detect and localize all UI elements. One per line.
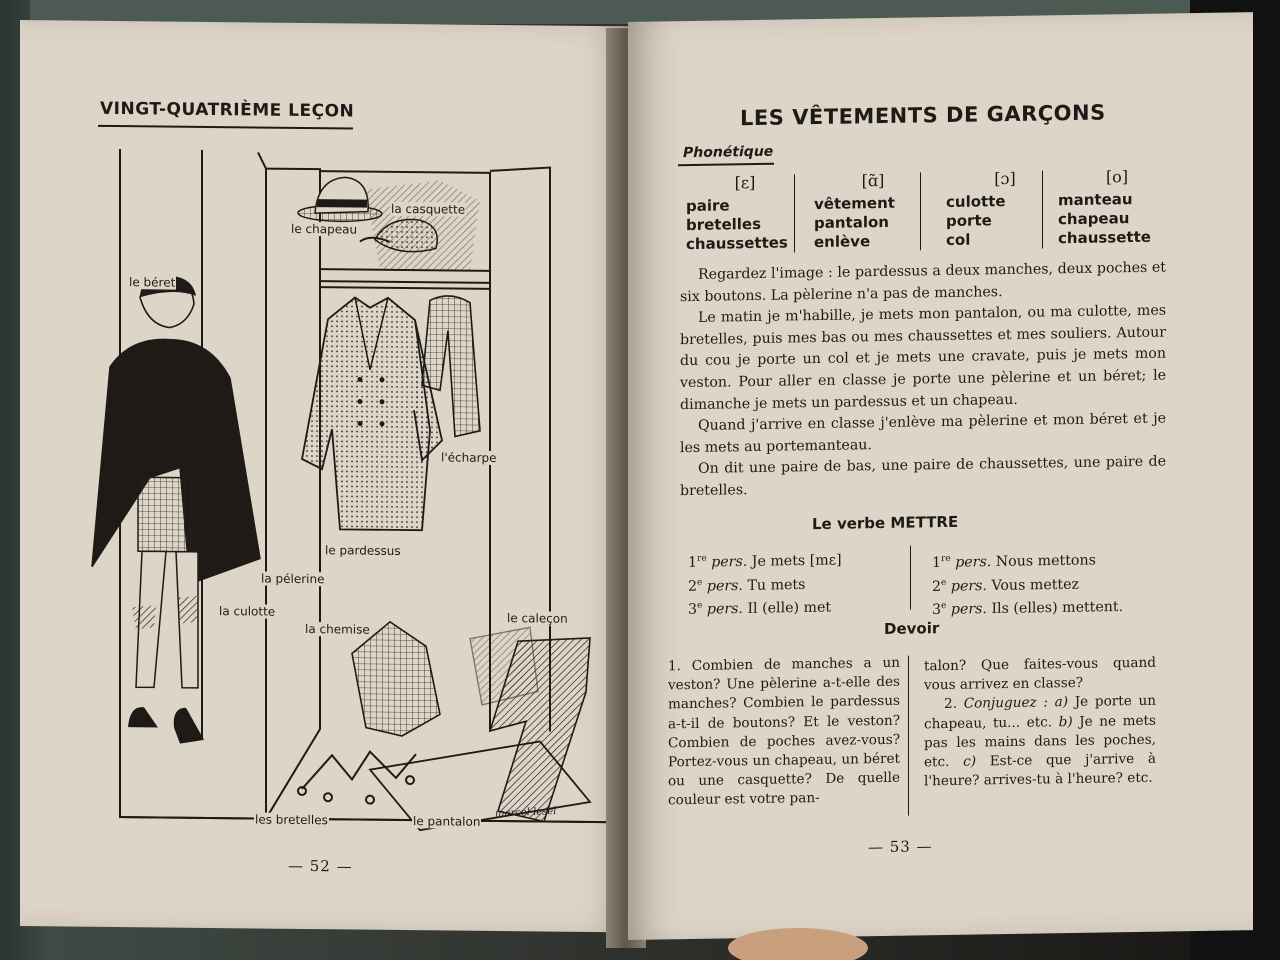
phonetic-word: bretelles	[686, 214, 762, 235]
phonetic-symbol: [ɑ̃]	[861, 170, 885, 191]
label-calecon: le caleçon	[507, 611, 568, 626]
devoir-heading: Devoir	[884, 619, 940, 638]
phonetic-word: culotte	[946, 192, 1006, 212]
page-title: LES VÊTEMENTS DE GARÇONS	[740, 100, 1106, 131]
label-chemise: la chemise	[305, 621, 370, 637]
bretelles-drawing	[298, 751, 416, 804]
devoir-column-right: talon? Que faites-vous quand vous arrivez en classe? 2. Conjuguez : a) Je porte un chapeau, tu... etc. b) Je ne mets pas les mains dans les poches, etc. c) Est-ce que j'arrive à l'heure? arrives-tu à l'heure? etc.	[924, 654, 1156, 790]
paragraph: On dit une paire de bas, une paire de chaussettes, une paire de bretelles.	[680, 453, 1166, 500]
lesson-heading: VINGT-QUATRIÈME LEÇON	[100, 98, 355, 122]
phonetic-divider	[920, 172, 921, 250]
phonetic-word: paire	[686, 196, 730, 216]
phonetic-divider	[794, 174, 795, 252]
phonetic-divider	[1042, 170, 1043, 248]
verb-heading: Le verbe METTRE	[812, 512, 959, 534]
conjugation-row: 1re pers. Nous mettons	[932, 552, 1096, 571]
label-bretelles: les bretelles	[255, 812, 328, 828]
conjugation-row: 2e pers. Tu mets	[688, 576, 806, 595]
phonetic-symbol: [ɔ]	[994, 168, 1016, 189]
devoir-divider	[908, 656, 909, 816]
phonetic-column-4	[1058, 166, 1176, 248]
clothing-illustration	[70, 127, 630, 853]
phonetique-heading: Phonétique	[683, 143, 774, 162]
phonetique-underline	[678, 163, 774, 167]
illustrator-signature: marcel lesel	[494, 806, 557, 820]
label-beret: le béret	[129, 275, 176, 290]
phonetic-column-1	[686, 172, 804, 254]
phonetic-symbol: [ɛ]	[734, 172, 756, 193]
phonetic-column-3	[946, 168, 1064, 250]
phonetic-word: chaussettes	[686, 233, 788, 254]
right-page	[628, 12, 1253, 940]
page-number-left: — 52 —	[288, 856, 353, 876]
left-page	[20, 20, 630, 932]
boy-drawing	[92, 275, 260, 745]
phonetic-column-2	[814, 170, 932, 252]
devoir-instruction: Conjuguez : a)	[963, 694, 1069, 713]
phonetic-word: col	[946, 230, 971, 250]
paragraph: Regardez l'image : le pardessus a deux manches, deux poches et six boutons. La pèlerine n'a pas de manches.	[680, 259, 1166, 305]
paragraph: Le matin je m'habille, je mets mon pantalon, ou ma culotte, mes bretelles, puis mes bas ou mes chaussettes et mes souliers. Autour du cou je porte un col et je mets une cravate, puis je mets mon veston. Pour aller en classe je porte une pèlerine et un béret; le dimanche je mets un pardessus et un chapeau.	[680, 302, 1166, 413]
conjugation-divider	[910, 546, 911, 610]
phonetic-word: porte	[946, 211, 992, 231]
phonetic-word: pantalon	[814, 212, 889, 233]
label-culotte: la culotte	[219, 604, 276, 619]
page-number-right: — 53 —	[868, 837, 933, 857]
conjugation-row: 1re pers. Je mets [mɛ]	[688, 552, 842, 571]
phonetic-word: vêtement	[814, 193, 895, 214]
label-echarpe: l'écharpe	[441, 450, 497, 465]
phonetic-word: chapeau	[1058, 209, 1130, 229]
label-pelerine: la pélerine	[261, 571, 325, 587]
phonetic-symbol: [o]	[1105, 167, 1129, 187]
label-pardessus: le pardessus	[325, 543, 401, 558]
phonetic-word: manteau	[1058, 190, 1133, 210]
devoir-column-left: 1. Combien de manches a un veston? Une pèlerine a-t-elle des manches? Combien le pardessus a-t-il de boutons? Et le veston? Combien de poches avez-vous? Portez-vous un chapeau, un béret ou une casquette? De quelle couleur est votre pan-	[668, 654, 900, 809]
paragraph: Quand j'arrive en classe j'enlève ma pèlerine et mon béret et je les mets au portemanteau.	[680, 410, 1166, 456]
chemise-drawing	[352, 621, 440, 736]
conjugation-row: 3e pers. Il (elle) met	[688, 600, 832, 619]
label-chapeau: le chapeau	[291, 221, 358, 237]
phonetic-word: enlève	[814, 232, 871, 252]
conjugation-row: 3e pers. Ils (elles) mettent.	[932, 599, 1124, 619]
devoir-text: talon? Que faites-vous quand vous arrivez en classe?	[924, 654, 1156, 694]
conjugation-singular	[688, 547, 842, 621]
thumb	[728, 928, 868, 960]
lesson-text	[680, 258, 1166, 503]
conjugation-row: 2e pers. Vous mettez	[932, 576, 1079, 595]
conjugation-plural	[932, 546, 1123, 620]
pardessus-drawing	[302, 297, 442, 530]
label-pantalon: le pantalon	[413, 814, 481, 829]
phonetic-word: chaussette	[1058, 227, 1151, 248]
label-casquette: la casquette	[391, 201, 466, 217]
